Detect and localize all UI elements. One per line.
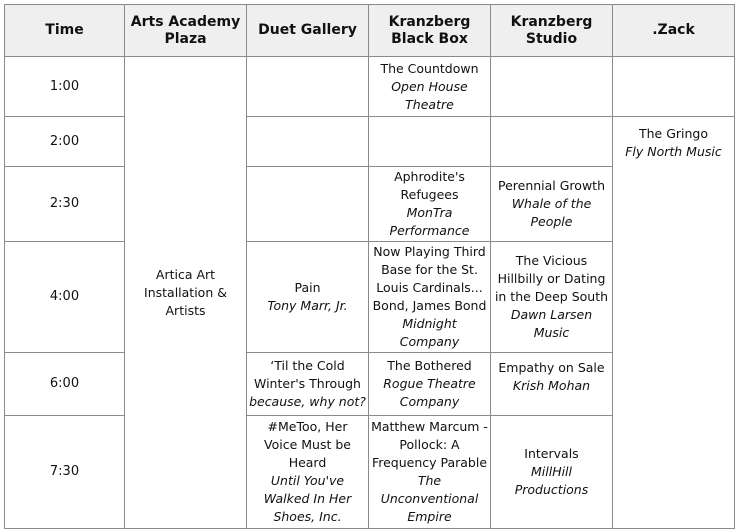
- event-title: The Bothered: [387, 358, 472, 373]
- time-cell: 2:30: [5, 167, 125, 242]
- header-time: Time: [5, 5, 125, 57]
- event-company: Dawn Larsen Music: [510, 307, 593, 340]
- header-plaza: Arts Academy Plaza: [125, 5, 247, 57]
- time-cell: 1:00: [5, 57, 125, 117]
- time-cell: 7:30: [5, 416, 125, 529]
- header-studio: Kranzberg Studio: [491, 5, 613, 57]
- event-title: Matthew Marcum - Pollock: A Frequency Parable: [371, 419, 488, 470]
- event-company: Open House Theatre: [391, 78, 468, 112]
- event-cell: [491, 416, 613, 529]
- event-company: MonTra Performance: [389, 205, 470, 238]
- event-cell: [247, 353, 369, 416]
- event-company: Fly North Music: [625, 144, 722, 159]
- event-cell: [247, 242, 369, 353]
- event-title: Now Playing Third Base for the St. Louis Cardinals... Bond, James Bond: [372, 244, 487, 313]
- event-title: The Countdown: [380, 60, 479, 76]
- empty-cell: [613, 57, 735, 117]
- plaza-event: [125, 57, 247, 529]
- header-duet: Duet Gallery: [247, 5, 369, 57]
- event-title: ‘Til the Cold Winter's Through: [254, 358, 361, 391]
- event-title: The Gringo: [638, 126, 709, 141]
- time-cell: 4:00: [5, 242, 125, 353]
- event-cell: [369, 353, 491, 416]
- event-cell: [369, 57, 491, 117]
- schedule-table: [4, 4, 735, 529]
- empty-cell: [369, 117, 491, 167]
- event-title: Empathy on Sale: [498, 360, 605, 375]
- event-cell: [369, 416, 491, 529]
- event-title: Aphrodite's Refugees: [394, 169, 465, 202]
- event-cell: [247, 416, 369, 529]
- event-company: Midnight Company: [399, 316, 460, 349]
- event-title: #MeToo, Her Voice Must be Heard: [264, 419, 351, 470]
- empty-cell: [247, 117, 369, 167]
- zack-event: [613, 117, 735, 529]
- event-company: Until You've Walked In Her Shoes, Inc.: [263, 473, 352, 524]
- event-company: Rogue Theatre Company: [383, 376, 476, 409]
- event-title: Perennial Growth: [497, 178, 605, 193]
- event-company: Krish Mohan: [512, 378, 591, 393]
- event-company: Tony Marr, Jr.: [267, 298, 348, 313]
- event-title: Pain: [294, 280, 321, 295]
- empty-cell: [491, 117, 613, 167]
- row-100: [5, 57, 735, 117]
- header-row: [5, 5, 735, 57]
- event-cell: [491, 353, 613, 416]
- event-company: because, why not?: [249, 394, 366, 409]
- event-company: MillHill Productions: [514, 464, 589, 497]
- event-company: The Unconventional Empire: [380, 473, 479, 524]
- header-zack: .Zack: [613, 5, 735, 57]
- time-cell: 2:00: [5, 117, 125, 167]
- row-200: [5, 117, 735, 167]
- event-cell: [491, 167, 613, 242]
- time-cell: 6:00: [5, 353, 125, 416]
- event-title: Artica Art Installation & Artists: [144, 266, 227, 318]
- event-title: Intervals: [524, 446, 579, 461]
- event-company: Whale of the People: [511, 196, 592, 229]
- event-cell: [491, 242, 613, 353]
- empty-cell: [247, 57, 369, 117]
- empty-cell: [247, 167, 369, 242]
- empty-cell: [491, 57, 613, 117]
- event-title: The Vicious Hillbilly or Dating in the Deep South: [494, 253, 609, 304]
- header-blackbox: Kranzberg Black Box: [369, 5, 491, 57]
- event-cell: [369, 242, 491, 353]
- event-cell: [369, 167, 491, 242]
